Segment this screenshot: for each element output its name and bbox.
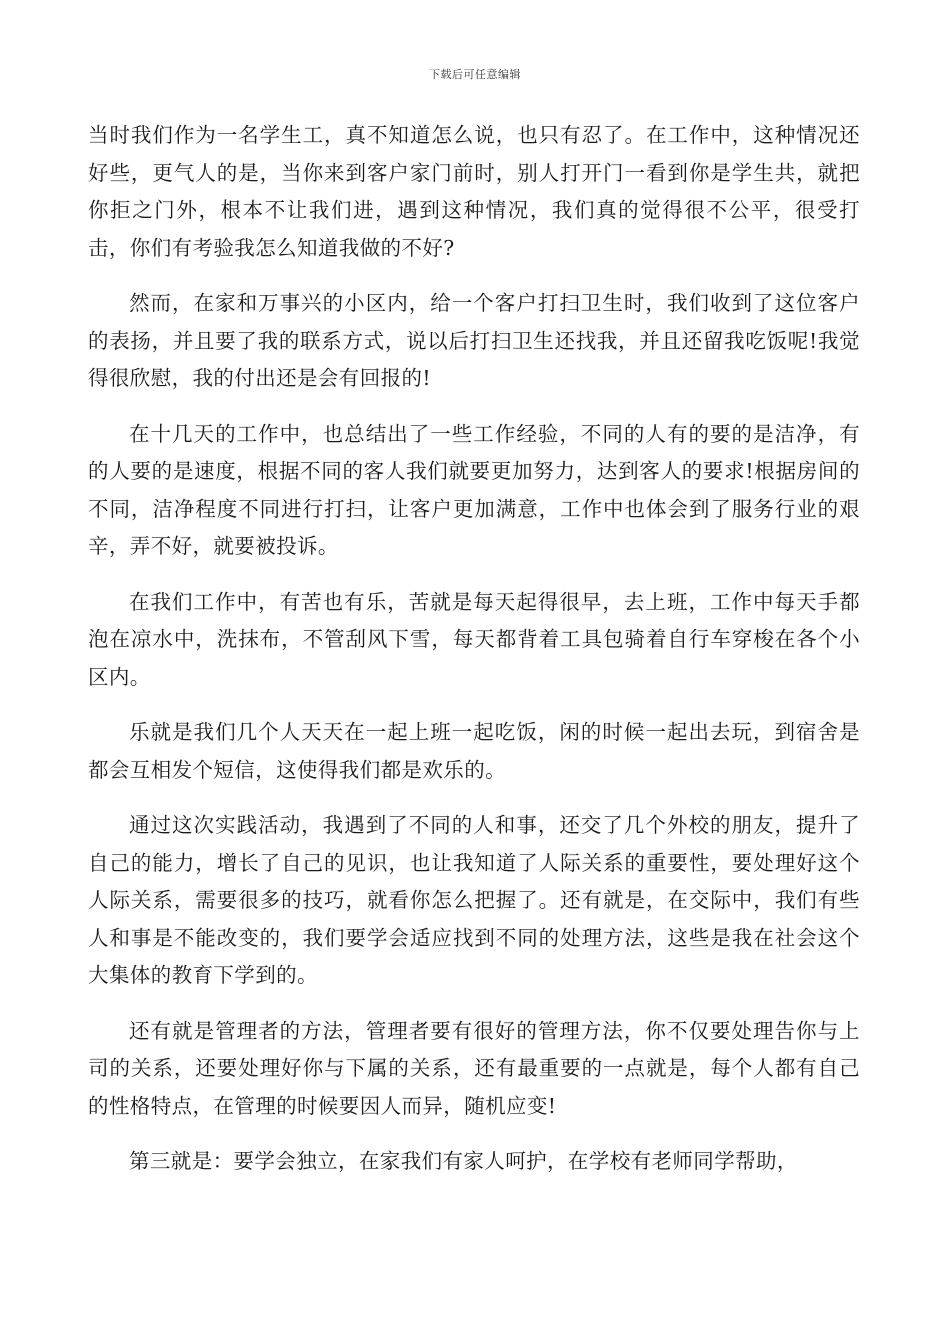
paragraph: 在十几天的工作中，也总结出了一些工作经验，不同的人有的要的是洁净，有的人要的是速度，根据不同的客人我们就要更加努力，达到客人的要求!根据房间的不同，洁净程度不同进行打扫，让客户更加满意，工作中也体会到了服务行业的艰辛，弄不好，就要被投诉。 xyxy=(88,421,860,558)
document-body xyxy=(88,117,860,1199)
paragraph: 在我们工作中，有苦也有乐，苦就是每天起得很早，去上班，工作中每天手都泡在凉水中，洗抹布，不管刮风下雪，每天都背着工具包骑着自行车穿梭在各个小区内。 xyxy=(88,589,860,689)
paragraph: 通过这次实践活动，我遇到了不同的人和事，还交了几个外校的朋友，提升了自己的能力，增长了自己的见识，也让我知道了人际关系的重要性，要处理好这个人际关系，需要很多的技巧，就看你怎么把握了。还有就是，在交际中，我们有些人和事是不能改变的，我们要学会适应找到不同的处理方法，这些是我在社会这个大集体的教育下学到的。 xyxy=(88,813,860,987)
paragraph: 第三就是：要学会独立，在家我们有家人呵护，在学校有老师同学帮助， xyxy=(129,1149,798,1173)
paragraph: 乐就是我们几个人天天在一起上班一起吃饭，闲的时候一起出去玩，到宿舍是都会互相发个短信，这使得我们都是欢乐的。 xyxy=(88,720,860,782)
page-header-note: 下载后可任意编辑 xyxy=(429,68,521,81)
paragraph: 当时我们作为一名学生工，真不知道怎么说，也只有忍了。在工作中，这种情况还好些，更气人的是，当你来到客户家门前时，别人打开门一看到你是学生共，就把你拒之门外，根本不让我们进，遇到这种情况，我们真的觉得很不公平，很受打击，你们有考验我怎么知道我做的不好? xyxy=(88,123,860,260)
paragraph: 然而，在家和万事兴的小区内，给一个客户打扫卫生时，我们收到了这位客户的表扬，并且要了我的联系方式，说以后打扫卫生还找我，并且还留我吃饭呢!我觉得很欣慰，我的付出还是会有回报的! xyxy=(88,291,860,390)
paragraph: 还有就是管理者的方法，管理者要有很好的管理方法，你不仅要处理告你与上司的关系，还要处理好你与下属的关系，还有最重要的一点就是，每个人都有自己的性格特点，在管理的时候要因人而异，随机应变! xyxy=(88,1018,860,1118)
